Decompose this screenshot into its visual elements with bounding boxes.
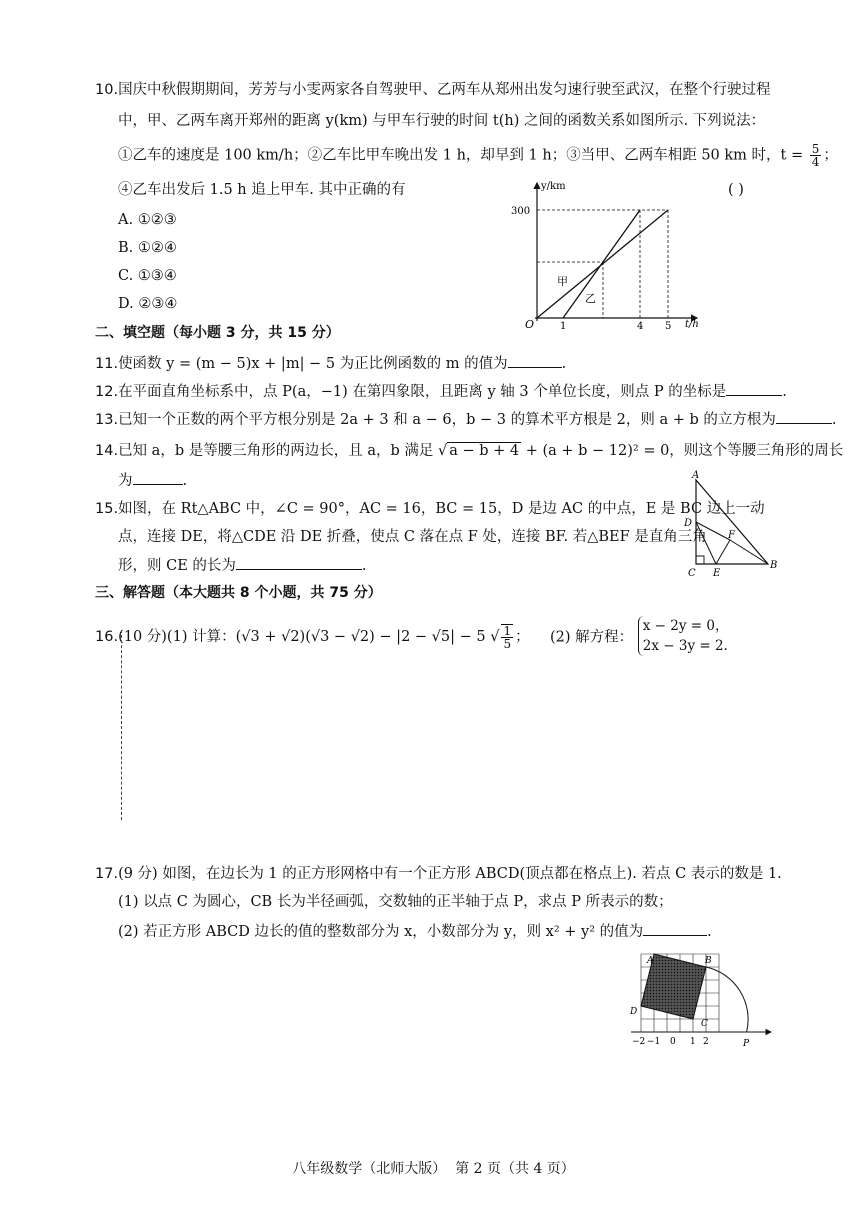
line-jia <box>537 210 668 318</box>
q10-number: 10. <box>95 82 119 98</box>
q15-line3 <box>118 555 367 576</box>
tick-2: 2 <box>703 1037 709 1047</box>
section-solve-title: 三、解答题（本大题共 8 个小题，共 75 分） <box>95 585 382 601</box>
segment-de <box>696 522 716 564</box>
label-e: E <box>713 568 721 579</box>
q15-text-line1: 如图，在 Rt△ABC 中，∠C = 90°，AC = 16，BC = 15，D 是边 AC 的中点，E 是 BC 边上一动 <box>118 501 765 517</box>
q17-end: . <box>707 924 712 940</box>
q14-line2 <box>118 470 187 491</box>
q12-text: 在平面直角坐标系中，点 P(a，−1) 在第四象限，且距离 y 轴 3 个单位长度，则点 P 的坐标是 <box>118 384 727 400</box>
q10-line1 <box>95 80 771 100</box>
q17-line1 <box>95 864 782 884</box>
sqrt-sign: √ <box>437 443 448 459</box>
q10-answer-paren: ( ) <box>728 182 744 198</box>
q10-option-a: A. ①②③ <box>118 212 177 228</box>
yi-label: 乙 <box>585 292 596 305</box>
q17-line3 <box>118 921 712 942</box>
q10-line2: 中，甲、乙两车离开郑州的距离 y(km) 与甲车行驶的时间 t(h) 之间的函数关系如图所示. 下列说法： <box>118 113 766 129</box>
tick-neg2: −2 <box>632 1037 646 1047</box>
q17-answer-blank[interactable] <box>643 921 707 936</box>
q16-eq2: 2x − 3y = 2. <box>642 638 728 654</box>
page-footer: 八年级数学（北师大版） 第 2 页（共 4 页） <box>292 1161 575 1177</box>
q16-part1 <box>95 624 530 650</box>
q16-p1-label: (10 分)(1) 计算： <box>118 629 236 645</box>
q17-line2: (1) 以点 C 为圆心，CB 长为半径画弧，交数轴的正半轴于点 P，求点 P 所表示的数； <box>118 894 673 910</box>
binding-margin-line <box>121 630 122 820</box>
q10-frac-numerator: 5 <box>811 142 820 156</box>
q17-text-line1: (9 分) 如图，在边长为 1 的正方形网格中有一个正方形 ABCD(顶点都在格点上). 若点 C 表示的数是 1. <box>118 866 782 882</box>
q14-number: 14. <box>95 443 119 459</box>
label-a: A <box>647 956 654 966</box>
label-d: D <box>684 518 693 529</box>
right-angle-mark <box>696 556 704 564</box>
origin-label: O <box>525 318 535 331</box>
sqrt-sign: √ <box>490 629 500 645</box>
y-axis-label: y/km <box>541 181 566 192</box>
q15-text-line3: 形，则 CE 的长为 <box>118 558 236 574</box>
jia-label: 甲 <box>557 275 568 288</box>
line-yi <box>563 210 640 318</box>
q16-equation-system <box>638 616 729 656</box>
q13-answer-blank[interactable] <box>776 409 832 424</box>
label-f: F <box>728 530 735 541</box>
label-b: B <box>705 956 712 966</box>
q10-text-line3: ①乙车的速度是 100 km/h；②乙车比甲车晚出发 1 h，却早到 1 h；③当甲、乙两车相距 50 km 时，t = <box>118 147 804 164</box>
q13 <box>95 409 837 430</box>
q15-answer-blank[interactable] <box>236 555 362 570</box>
x4-label: 4 <box>637 321 644 332</box>
q10-line4: ④乙车出发后 1.5 h 追上甲车. 其中正确的有 <box>118 182 406 198</box>
q10-option-c: C. ①③④ <box>118 268 177 284</box>
tick-0: 0 <box>670 1037 676 1047</box>
q17-figure <box>625 950 775 1050</box>
q14-end: . <box>182 473 188 489</box>
q13-text: 已知一个正数的两个平方根分别是 2a + 3 和 a − 6，b − 3 的算术平方根是 2，则 a + b 的立方根为 <box>118 412 776 428</box>
q17-number: 17. <box>95 866 119 882</box>
q10-fraction <box>810 143 822 168</box>
q11-number: 11. <box>95 356 119 372</box>
q16-eq1: x − 2y = 0， <box>642 618 729 634</box>
q10-line3-end: ； <box>823 147 838 164</box>
tick-neg1: −1 <box>647 1037 661 1047</box>
q14-text-line2: 为 <box>118 473 133 489</box>
section-fill-in-title: 二、填空题（每小题 3 分，共 15 分） <box>95 325 340 341</box>
q15-number: 15. <box>95 501 119 517</box>
label-b: B <box>770 560 778 571</box>
label-d: D <box>630 1007 638 1017</box>
q15-line1 <box>95 499 765 519</box>
q16-frac-numerator: 1 <box>503 624 512 638</box>
q16-part2 <box>550 616 728 656</box>
q15-end: . <box>361 558 367 574</box>
x5-label: 5 <box>665 321 672 332</box>
q15-line2: 点，连接 DE，将△CDE 沿 DE 折叠，使点 C 落在点 F 处，连接 BF. 若△BEF 是直角三角 <box>118 529 707 545</box>
segment-bf <box>730 540 768 564</box>
label-c: C <box>688 568 696 579</box>
q16-number: 16. <box>95 629 119 645</box>
q16-p1-end: ； <box>515 629 530 645</box>
arc-cb <box>706 967 748 1032</box>
q12-answer-blank[interactable] <box>726 381 782 396</box>
q11-end: . <box>561 356 567 372</box>
q11-answer-blank[interactable] <box>508 353 562 368</box>
q10-frac-denominator: 4 <box>811 155 820 169</box>
y300-label: 300 <box>511 206 531 217</box>
q10-line3 <box>118 143 838 168</box>
label-a: A <box>692 470 700 481</box>
q12 <box>95 381 787 402</box>
q14-text-a: 已知 a，b 是等腰三角形的两边长，且 a，b 满足 <box>118 443 434 459</box>
q10-graph <box>505 175 705 335</box>
q10-text-line1: 国庆中秋假期期间，芳芳与小雯两家各自驾驶甲、乙两车从郑州出发匀速行驶至武汉，在整个行驶过程 <box>118 82 771 98</box>
q16-fraction <box>501 624 513 650</box>
q14-text-b: + (a + b − 12)² = 0，则这个等腰三角形的周长 <box>525 443 844 459</box>
x-axis-label: t/h <box>685 319 699 330</box>
triangle-abc <box>696 480 768 564</box>
tick-1: 1 <box>690 1037 696 1047</box>
q10-option-b: B. ①②④ <box>118 240 177 256</box>
q11 <box>95 353 566 374</box>
q13-number: 13. <box>95 412 119 428</box>
q14-sqrt-content: a − b + 4 <box>449 443 520 459</box>
q16-frac-denominator: 5 <box>503 637 512 651</box>
q15-figure <box>676 468 782 582</box>
q12-number: 12. <box>95 384 119 400</box>
label-c: C <box>701 1019 708 1029</box>
x1-label: 1 <box>560 321 567 332</box>
q12-end: . <box>782 384 787 400</box>
q16-p1-expr: (√3 + √2)(√3 − √2) − |2 − √5| − 5 <box>235 629 486 645</box>
label-p: P <box>743 1039 750 1049</box>
q16-p2-label: (2) 解方程： <box>550 629 634 646</box>
q14-line1 <box>95 441 843 461</box>
q10-option-d: D. ②③④ <box>118 296 178 312</box>
q14-answer-blank[interactable] <box>133 470 183 485</box>
q17-text-line3: (2) 若正方形 ABCD 边长的值的整数部分为 x，小数部分为 y，则 x² + y² 的值为 <box>118 924 644 940</box>
q11-text: 使函数 y = (m − 5)x + |m| − 5 为正比例函数的 m 的值为 <box>118 356 508 372</box>
q13-end: . <box>831 412 837 428</box>
